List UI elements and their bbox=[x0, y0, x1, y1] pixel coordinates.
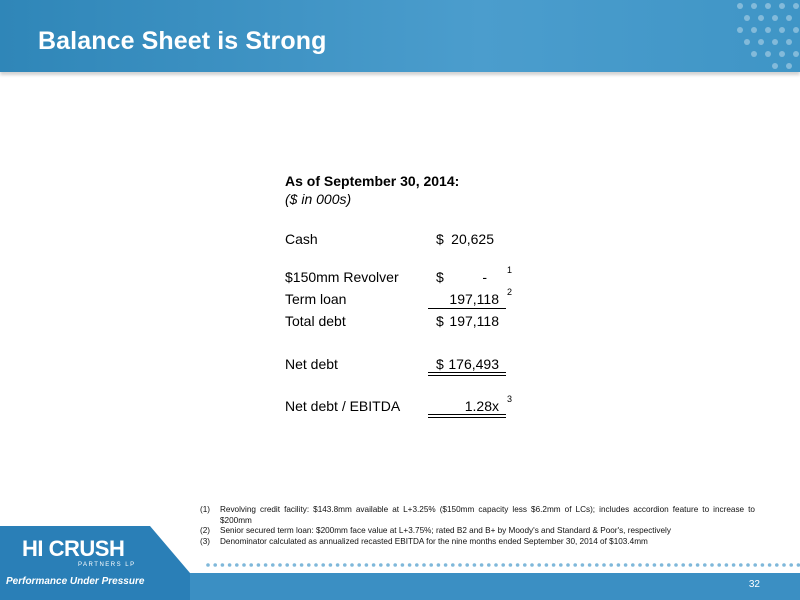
value-term-loan: 197,118 bbox=[449, 291, 499, 307]
footnote-ref-2: 2 bbox=[507, 287, 513, 297]
footnote-number: (3) bbox=[200, 536, 211, 546]
footnote-ref-1: 1 bbox=[507, 265, 513, 275]
row-label-net-debt-ebitda: Net debt / EBITDA bbox=[285, 398, 401, 414]
value-net-debt: 176,493 bbox=[448, 356, 499, 372]
value-revolver: - bbox=[482, 269, 487, 285]
header-bar bbox=[0, 0, 800, 72]
as-of-heading: As of September 30, 2014: bbox=[285, 173, 460, 189]
ratio-double-underline bbox=[428, 414, 506, 418]
slide-title: Balance Sheet is Strong bbox=[38, 27, 327, 55]
footnote-text: Senior secured term loan: $200mm face value at L+3.75%; rated B2 and B+ by Moody's and Standard & Poor's, respectively bbox=[220, 526, 671, 535]
dollar-sign: $ bbox=[436, 231, 444, 247]
dollar-sign: $ bbox=[436, 269, 444, 285]
logo-subtitle: PARTNERS LP bbox=[78, 562, 136, 568]
row-label-total-debt: Total debt bbox=[285, 313, 346, 329]
value-total-debt: 197,118 bbox=[449, 313, 499, 329]
footnote-item bbox=[200, 526, 755, 537]
value-net-debt-ebitda: 1.28x bbox=[464, 398, 499, 414]
row-label-cash: Cash bbox=[285, 231, 318, 247]
footnote-number: (1) bbox=[200, 505, 211, 514]
subtotal-underline bbox=[428, 308, 506, 309]
row-label-term-loan: Term loan bbox=[285, 291, 347, 307]
decorative-dot-row-icon bbox=[205, 561, 800, 569]
logo-tagline: Performance Under Pressure bbox=[6, 576, 145, 587]
footnotes bbox=[200, 505, 755, 547]
dollar-sign: $ bbox=[436, 356, 444, 372]
row-label-net-debt: Net debt bbox=[285, 356, 338, 372]
value-cash: 20,625 bbox=[451, 231, 494, 247]
units-label: ($ in 000s) bbox=[285, 191, 352, 207]
company-logo bbox=[0, 526, 190, 600]
footnote-number: (2) bbox=[200, 526, 211, 535]
footnote-text: Revolving credit facility: $143.8mm available at L+3.25% ($150mm capacity less $6.2mm of LCs); includes accordion feature to increase to $200mm bbox=[220, 505, 755, 525]
footnote-item bbox=[200, 505, 755, 526]
logo-wordmark: HI CRUSH bbox=[22, 536, 125, 561]
dollar-sign: $ bbox=[436, 313, 444, 329]
total-double-underline bbox=[428, 372, 506, 376]
row-label-revolver: $150mm Revolver bbox=[285, 269, 399, 285]
decorative-dots-icon bbox=[710, 0, 800, 72]
page-number: 32 bbox=[748, 579, 760, 590]
footnote-ref-3: 3 bbox=[507, 394, 513, 404]
footnote-item bbox=[200, 537, 755, 548]
footnote-text: Denominator calculated as annualized recasted EBITDA for the nine months ended September 30, 2014 of $103.4mm bbox=[220, 536, 648, 546]
